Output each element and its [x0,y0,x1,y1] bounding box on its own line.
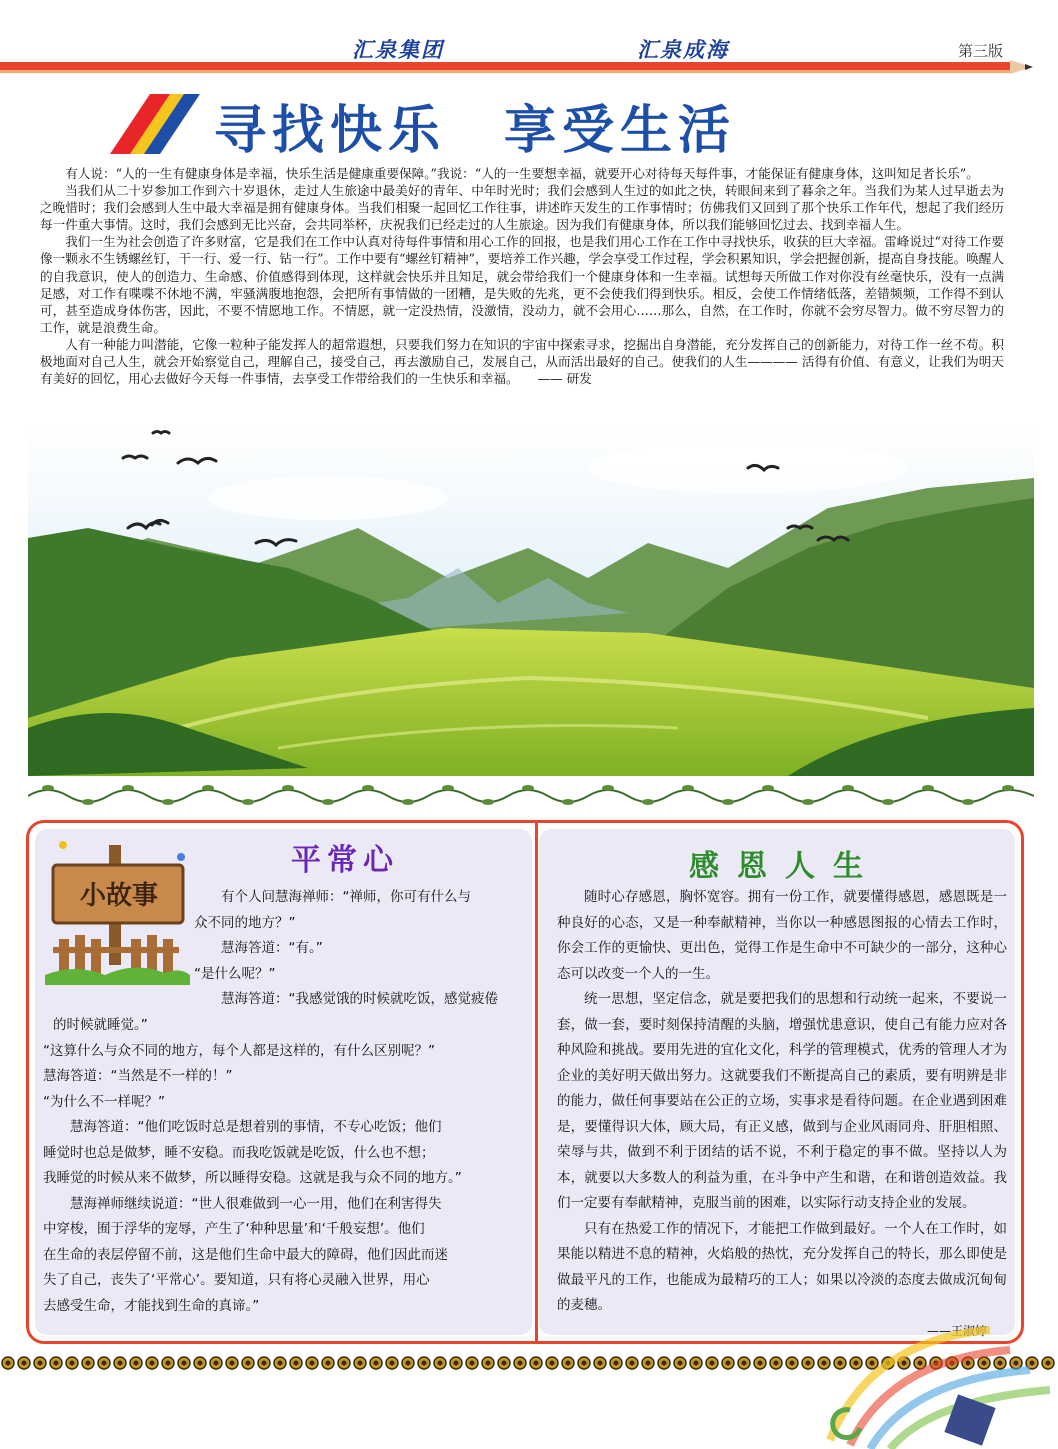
story-line: 中穿梭，囿于浮华的宠辱，产生了‘种种思量’和‘千般妄想’。他们 [43,1221,425,1237]
masthead [0,0,1058,80]
story-line: 有个人问慧海禅师：“禅师，你可有什么与 [221,889,471,905]
ornament-dot-center [422,1361,427,1366]
ornament-dot-center [614,1361,619,1366]
ornament-dot-center [582,1361,587,1366]
story-line: “为什么不一样呢？” [43,1093,165,1110]
rainbow-swirl-icon [790,1300,1058,1449]
gratitude-signature: ——王淑婷 [926,1323,987,1338]
story-line: 慧海答道：“我感觉饿的时候就吃饭，感觉疲倦 [221,991,498,1007]
ornament-dot-center [70,1361,75,1366]
page-title: 寻找快乐 享受生活 [214,101,737,161]
ornament-dot-center [694,1361,699,1366]
vine-border [28,776,1034,810]
main-article [40,165,1004,387]
ornament-dot-center [438,1361,443,1366]
ornament-dot-center [246,1361,251,1366]
story-line: 慧海答道：“他们吃饭时总是想着别的事情，不专心吃饭；他们 [70,1119,442,1135]
ornament-dot-center [726,1361,731,1366]
gratitude-paragraph: 只有在热爱工作的情况下，才能把工作做到最好。一个人在工作时，如果能以精进不息的精神，火焰般的热忱，充分发挥自己的特长，那么即使是做最平凡的工作，也能成为最精巧的工人；如果以冷淡的态度去做成沉甸甸的麦穗。 [557,1220,1007,1313]
story-line: 失了自己，丧失了‘平常心’。要知道，只有将心灵融入世界，用心 [43,1272,430,1288]
ornament-dot-center [278,1361,283,1366]
ornament-dot-center [310,1361,315,1366]
ornament-dot-center [662,1361,667,1366]
ornament-dot-center [406,1361,411,1366]
ornament-dot-center [358,1361,363,1366]
tricolor-stripes-icon [110,94,200,154]
ornament-dot-center [470,1361,475,1366]
ornament-dot-center [166,1361,171,1366]
ornament-dot-center [54,1361,59,1366]
story-line: 慧海禅师继续说道：“世人很难做到一心一用，他们在利害得失 [70,1195,442,1212]
page-number: 第三版 [958,42,1004,60]
story-line: 去感受生命，才能找到生命的真谛。” [43,1297,260,1314]
ornament-dot-center [214,1361,219,1366]
ornament-dot-center [150,1361,155,1366]
story-line: 在生命的表层停留不前，这是他们生命中最大的障碍，他们因此而迷 [43,1246,448,1263]
ornament-dot-center [390,1361,395,1366]
story-line: 我睡觉的时候从来不做梦，所以睡得安稳。这就是我与众不同的地方。” [43,1170,462,1186]
ornament-dot-center [342,1361,347,1366]
ornament-dot-center [118,1361,123,1366]
gratitude-paragraph: 统一思想，坚定信念，就是要把我们的思想和行动统一起来，不要说一套，做一套，要时刻保持清醒的头脑，增强忧患意识，使自己有能力应对各种风险和挑战。要用先进的宜化文化，科学的管理模式，优秀的管理人才为企业的美好明天做出努力。这就要我们不断提高自己的素质，要有明辨是非的能力，做任何事要站在公正的立场，实事求是看待问题。在企业遇到困难是，要懂得识大体，顾大局，有正义感，做到与企业风雨同舟、肝胆相照、荣辱与共，做到不利于团结的话不说，不利于稳定的事不做。坚持以人为本，就要以大多数人的利益为重，在斗争中产生和谐，在和谐创造效益。我们一定要有奉献精神，克服当前的困难，以实际行动支持企业的发展。 [557,991,1007,1211]
ornament-dot-center [646,1361,651,1366]
right-column-title: 感恩人生 [689,849,881,884]
ornament-dot-center [134,1361,139,1366]
story-line: 慧海答道：“当然是不一样的！” [43,1068,233,1084]
sign-label: 小故事 [79,881,158,911]
story-line: 睡觉时也总是做梦，睡不安稳。而我吃饭就是吃饭，什么也不想； [43,1144,435,1161]
ornament-dot-center [710,1361,715,1366]
left-column-title: 平常心 [291,843,399,878]
article-paragraph: 当我们从二十岁参加工作到六十岁退休，走过人生旅途中最美好的青年、中年时光时；我们会感到人生过的如此之快，转眼间来到了暮余之年。当我们为某人过早逝去为之晚惜时；我们会感到人生中最大幸福是拥有健康身体。当我们相聚一起回忆工作往事，讲述昨天发生的工作事情时；仿佛我们又回到了那个快乐工作年代，想起了我们经历每一件重大事情。这时，我们会感到无比兴奋，会共同举杯，庆祝我们已经走过的人生旅途。因为我们有健康身体，所以我们能够回忆过去、找到幸福人生。 [40,183,1004,233]
ornament-dot-center [454,1361,459,1366]
newspaper-name: 汇泉成海 [637,38,729,62]
gratitude-paragraph: 随时心存感恩，胸怀宽容。拥有一份工作，就要懂得感恩，感恩既是一种良好的心态，又是一种奉献精神，当你以一种感恩图报的心情去工作时，你会工作的更愉快、更出色，觉得工作是生命中不可缺少的一部分，这种心态可以改变一个人的一生。 [557,889,1007,982]
pencil-lead [1025,64,1033,70]
bottom-frame [26,820,1024,1344]
company-name: 汇泉集团 [352,38,444,62]
column-divider [535,823,538,1341]
ornament-dot-center [86,1361,91,1366]
ornament-dot-center [774,1361,779,1366]
ornament-dot-center [534,1361,539,1366]
ornament-dot-center [518,1361,523,1366]
gratitude-article [557,885,1007,1344]
story-line: “这算什么与众不同的地方，每个人都是这样的，有什么区别呢？” [43,1042,435,1059]
story-line: 的时候就睡觉。” [53,1017,148,1033]
story-line: 慧海答道：“有。” [221,940,323,956]
story-bottom [43,1013,521,1319]
ornament-dot-center [22,1361,27,1366]
story-line: “是什么呢？” [194,965,276,982]
article-paragraph: 我们一生为社会创造了许多财富，它是我们在工作中认真对待每件事情和用心工作的回报，也是我们用心工作在工作中寻找快乐，收获的巨大幸福。雷峰说过“对待工作要像一颗永不生锈螺丝钉，干一行、爱一行、钻一行”。工作中要有“螺丝钉精神”，要培养工作兴趣，学会享受工作过程，学会积累知识，学会把握创新，提高自身技能。唤醒人的自我意识，使人的创造力、生命感、价值感得到体现，这样就会快乐并且知足，就会带给我们一个健康身体和一生幸福。试想每天所做工作对你没有丝毫快乐，没有一点满足感，对工作有喋喋不休地不满，牢骚满腹地抱怨，会把所有事情做的一团糟，是失败的先兆，更不会使我们得到快乐。相反，会使工作情绪低落，差错频频，工作得不到认可，甚至造成身体伤害，因此，不要不情愿地工作。不情愿，就一定没热情，没激情，没动力，就不会用心……那么，自然，在工作时，你就不会穷尽智力。做不穷尽智力的工作，就是浪费生命。 [40,234,1004,335]
story-top [194,885,524,1013]
ornament-dot-center [38,1361,43,1366]
ornament-dot-center [742,1361,747,1366]
ornament-dot-center [198,1361,203,1366]
title-banner [0,88,1058,161]
story-line: 众不同的地方？” [194,914,296,931]
landscape-image [28,428,1034,776]
article-paragraph: 人有一种能力叫潜能，它像一粒种子能发挥人的超常遐想，只要我们努力在知识的宇宙中探索寻求，挖掘出自身潜能，充分发挥自己的创新能力，对待工作一丝不苟。积极地面对自己人生，就会开始察觉自己，理解自己，接受自己，再去激励自己，发展自己，从而活出最好的自己。使我们的人生———— 活得有价值、有意义，让我们为明天有美好的回忆，用心去做好今天每一件事情，去享受工作带给我们的一生快乐和幸福。 —— 研发 [40,336,1004,387]
ornament-dot-center [374,1361,379,1366]
ornament-dot-center [758,1361,763,1366]
ornament-dot-center [598,1361,603,1366]
ornament-dot-center [294,1361,299,1366]
ornament-dot-center [486,1361,491,1366]
ornament-dot-center [230,1361,235,1366]
ornament-dot-center [6,1361,11,1366]
ornament-dot-center [630,1361,635,1366]
ornament-dot-center [182,1361,187,1366]
pencil-rule [0,62,1010,70]
article-paragraph: 有人说：“人的一生有健康身体是幸福，快乐生活是健康重要保障。”我说：“人的一生要想幸福，就要开心对待每天每件事，才能保证有健康身体，这叫知足者长乐”。 [65,166,979,181]
ornament-dot-center [326,1361,331,1366]
ornament-dot-center [262,1361,267,1366]
story-sign [45,835,190,985]
ornament-dot-center [678,1361,683,1366]
ornament-dot-center [502,1361,507,1366]
ornament-dot-center [566,1361,571,1366]
ornament-dot-center [550,1361,555,1366]
ornament-dot-center [102,1361,107,1366]
